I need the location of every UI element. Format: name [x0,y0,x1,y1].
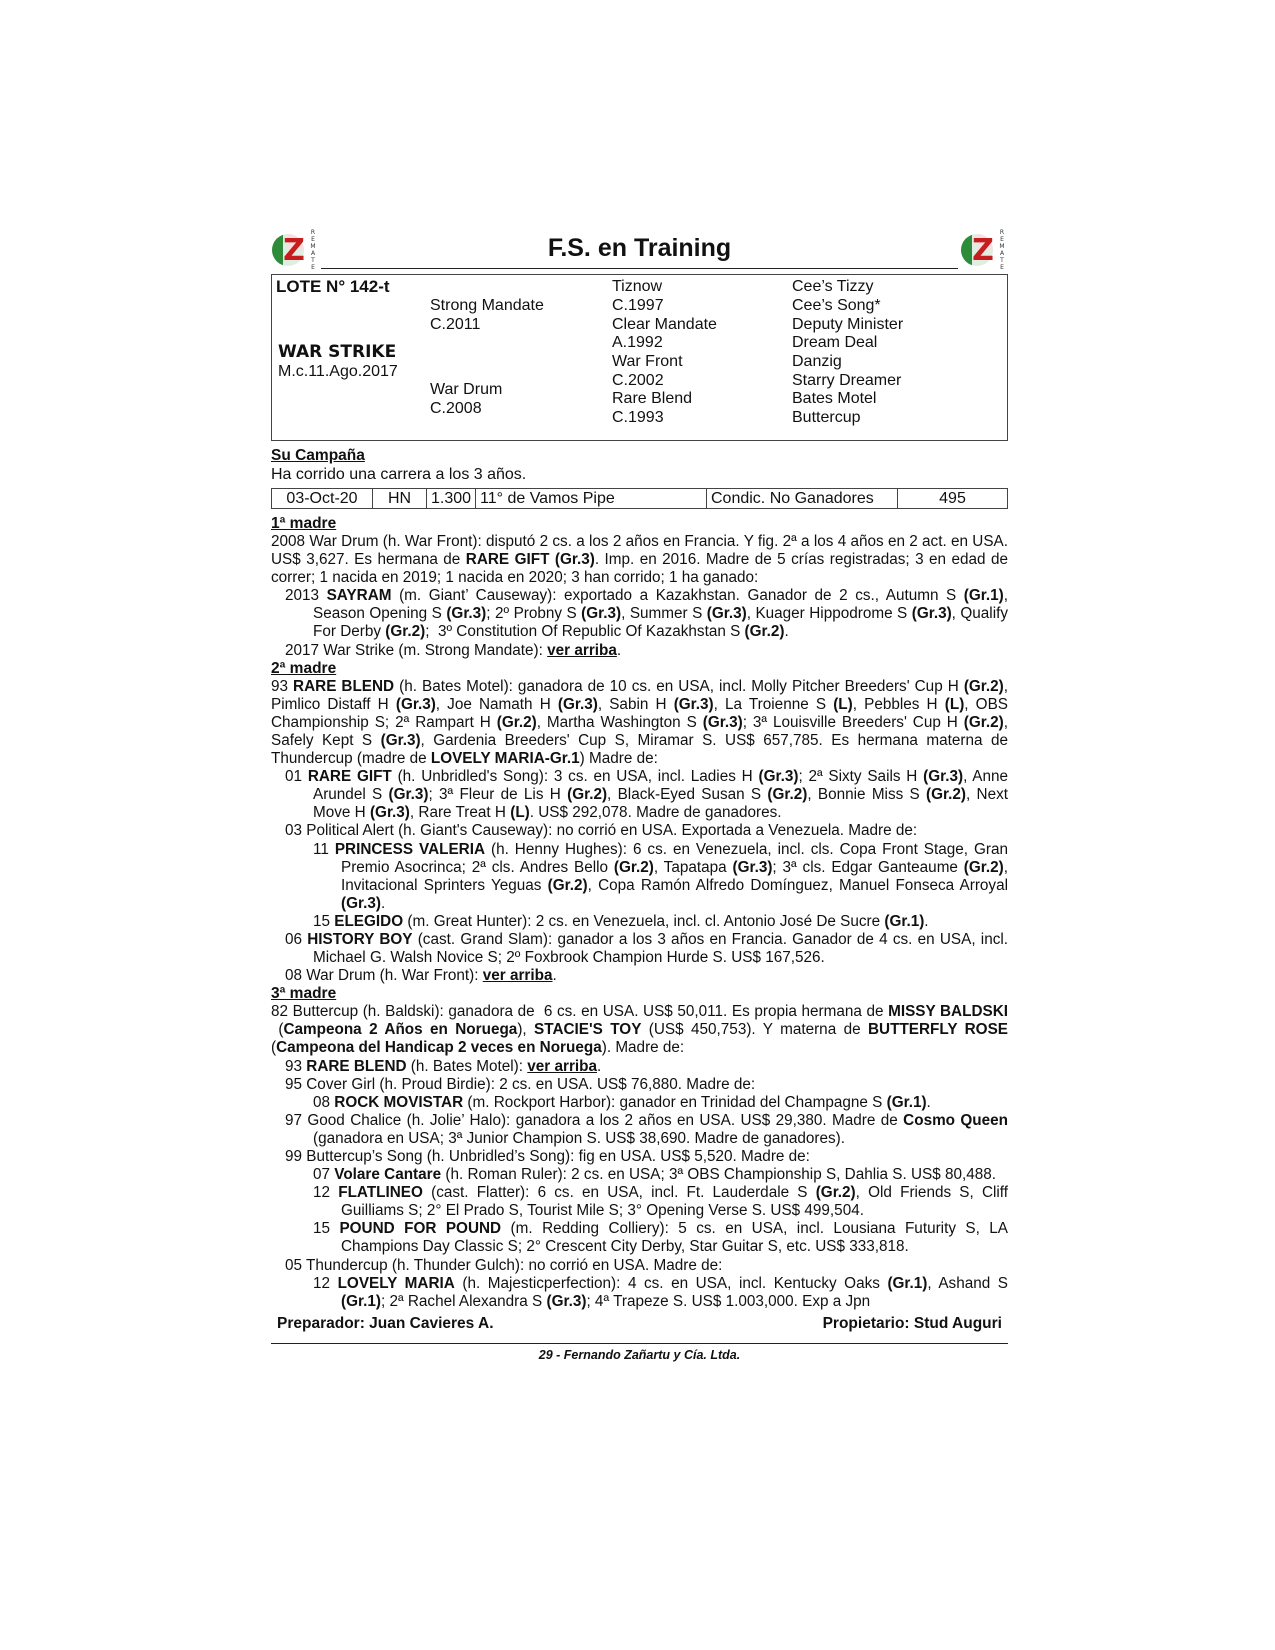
list-item: 03 Political Alert (h. Giant's Causeway): no corrió en USA. Exportada a Venezuela. Madre de: [285,822,918,840]
owner: Propietario: Stud Auguri [822,1314,1002,1332]
page-footer: 29 - Fernando Zañartu y Cía. Ltda. [538,1347,741,1362]
list-item: 93 RARE BLEND (h. Bates Motel): ver arriba. [285,1057,602,1075]
svg-text:Z: Z [972,233,994,268]
family-notes [271,515,1008,1311]
dam-dam: Rare Blend [612,390,693,407]
race-distance: 1.300 [427,489,476,508]
pedigree-table [271,274,1008,441]
page-header [271,226,1008,272]
list-item: 15 ELEGIDO (m. Great Hunter): 2 cs. en Venezuela, incl. cl. Antonio José De Sucre (Gr.1). [313,912,929,930]
list-item: 08 War Drum (h. War Front): ver arriba. [285,967,557,985]
trainer: Preparador: Juan Cavieres A. [277,1314,494,1332]
svg-text:Z: Z [283,233,305,268]
race-date: 03-Oct-20 [272,489,373,508]
race-row [271,488,1008,509]
dam-dam-year: C.1993 [612,409,664,426]
campaign-text: Ha corrido una carrera a los 3 años. [271,466,527,483]
svg-text:R: R [310,229,316,236]
header-divider [321,268,958,269]
ancestor-1: Cee’s Tizzy [792,278,874,295]
footer-divider [271,1343,1008,1344]
catalog-page [271,226,1008,1362]
sire-sire-year: C.1997 [612,297,664,314]
list-item: 97 Good Chalice (h. Jolie’ Halo): ganadora a los 2 años en USA. US$ 29,380. Madre de Cosmo Queen (ganadora en USA; 3ª Junior Champion S. US$ 38,690. Madre de ganadores). [285,1111,1008,1147]
list-item: 11 PRINCESS VALERIA (h. Henny Hughes): 6 cs. en Venezuela, incl. cls. Copa Front Stage, Gran Premio Asocrinca; 2ª cls. Andres Bello (Gr.2), Tapatapa (Gr.3); 3ª cls. Edgar Ganteaume (Gr.2), Invitacional Sprinters Yeguas (Gr.2), Copa Ramón Alfredo Domínguez, Manuel Fonseca Arroyal (Gr.3). [313,840,1008,912]
svg-text:M: M [999,243,1005,250]
lot-number: LOTE N° 142-t [276,277,390,296]
list-item: 15 POUND FOR POUND (m. Redding Colliery): 5 cs. en USA, incl. Lousiana Futurity S, LA Champions Day Classic S; 2° Crescent City Derby, Star Guitar S, etc. US$ 333,818. [313,1220,1008,1256]
ancestor-6: Starry Dreamer [792,372,902,389]
dam: War Drum [430,381,503,398]
lot-footer [271,1315,1008,1333]
sire-sire: Tiznow [612,278,663,295]
list-item: 05 Thundercup (h. Thunder Gulch): no corrió en USA. Madre de: [285,1256,723,1274]
list-item: 07 Volare Cantare (h. Roman Ruler): 2 cs. en USA; 3ª OBS Championship S, Dahlia S. US$ 80,488. [313,1166,997,1184]
race-place: 11° de Vamos Pipe [476,489,707,508]
svg-text:T: T [311,257,315,264]
third-dam-label: 3ª madre [271,985,337,1003]
second-dam-paragraph: 93 RARE BLEND (h. Bates Motel): ganadora de 10 cs. en USA, incl. Molly Pitcher Breeders' Cup H (Gr.2), Pimlico Distaff H (Gr.3), Joe Namath H (Gr.3), Sabin H (Gr.3), La Troienne S (L), Pebbles H (L), OBS Championship S; 2ª Rampart H (Gr.2), Martha Washington S (Gr.3); 3ª Louisville Breeders' Cup H (Gr.2), Safely Kept S (Gr.3), Gardenia Breeders' Cup S, Miramar S. US$ 657,785. Es hermana materna de Thundercup (madre de LOVELY MARIA-Gr.1) Madre de: [271,677,1009,768]
sire-year: C.2011 [430,316,481,333]
svg-text:T: T [1000,257,1004,264]
race-value: 495 [939,490,966,507]
ancestor-7: Bates Motel [792,390,877,407]
race-track: HN [373,489,427,508]
list-item: 06 HISTORY BOY (cast. Grand Slam): ganador a los 3 años en Francia. Ganador de 4 cs. en USA, incl. Michael G. Walsh Novice S; 2º Foxbrook Champion Hurde S. US$ 167,526. [285,930,1008,967]
svg-text:E: E [1000,264,1004,270]
third-dam-paragraph: 82 Buttercup (h. Baldski): ganadora de 6 cs. en USA. US$ 50,011. Es propia hermana de MISSY BALDSKI (Campeona 2 Años en Noruega), STACIE'S TOY (US$ 450,753). Y materna de BUTTERFLY ROSE (Campeona del Handicap 2 veces en Noruega). Madre de: [271,1003,1008,1057]
list-item: 12 FLATLINEO (cast. Flatter): 6 cs. en USA, incl. Ft. Lauderdale S (Gr.2), Old Friends S, Cliff Guilliams S; 2° El Prado S, Tourist Mile S; 3° Opening Verse S. US$ 499,504. [313,1184,1009,1220]
list-item: 2017 War Strike (m. Strong Mandate): ver arriba. [285,641,622,659]
svg-text:A: A [999,250,1005,257]
svg-text:E: E [311,236,315,243]
svg-text:E: E [1000,236,1004,243]
zr-remates-logo-icon [960,226,1008,270]
dam-sire-year: C.2002 [612,372,664,389]
svg-text:E: E [311,264,315,270]
sire: Strong Mandate [430,297,544,314]
ancestor-5: Danzig [792,353,842,370]
list-item: 2013 SAYRAM (m. Giant’ Causeway): exportado a Kazakhstan. Ganador de 2 cs., Autumn S (Gr.1), Season Opening S (Gr.3); 2º Probny S (Gr.3), Summer S (Gr.3), Kuager Hippodrome S (Gr.3), Qualify For Derby (Gr.2); 3º Constitution Of Republic Of Kazakhstan S (Gr.2). [285,587,1008,641]
svg-text:R: R [999,229,1005,236]
list-item: 95 Cover Girl (h. Proud Birdie): 2 cs. en USA. US$ 76,880. Madre de: [285,1075,756,1093]
dam-year: C.2008 [430,400,482,417]
race-condition: Condic. No Ganadores [707,489,898,508]
ancestor-4: Dream Deal [792,334,878,351]
ancestor-2: Cee’s Song* [792,297,881,314]
ancestor-8: Buttercup [792,409,861,426]
svg-text:M: M [310,243,316,250]
page-title: F.S. en Training [547,234,732,262]
list-item: 08 ROCK MOVISTAR (m. Rockport Harbor): ganador en Trinidad del Champagne S (Gr.1). [313,1093,931,1111]
campaign-label: Su Campaña [271,447,365,464]
sire-dam: Clear Mandate [612,316,717,333]
sire-dam-year: A.1992 [612,334,663,351]
ancestor-3: Deputy Minister [792,316,904,333]
dam-sire: War Front [612,353,683,370]
list-item: 01 RARE GIFT (h. Unbridled's Song): 3 cs. en USA, incl. Ladies H (Gr.3); 2ª Sixty Sails H (Gr.3), Anne Arundel S (Gr.3); 3ª Fleur de Lis H (Gr.2), Black-Eyed Susan S (Gr.2), Bonnie Miss S (Gr.2), Next Move H (Gr.3), Rare Treat H (L). US$ 292,078. Madre de ganadores. [285,768,1009,822]
horse-name: WAR STRIKE [278,342,397,362]
first-dam-paragraph: 2008 War Drum (h. War Front): disputó 2 cs. a los 2 años en Francia. Y fig. 2ª a los 4 años en 2 act. en USA. US$ 3,627. Es hermana de RARE GIFT (Gr.3). Imp. en 2016. Madre de 5 crías registradas; 3 en edad de correr; 1 nacida en 2019; 1 nacida en 2020; 3 han corrido; 1 ha ganado: [271,533,1009,587]
horse-info: M.c.11.Ago.2017 [278,363,398,380]
list-item: 99 Buttercup’s Song (h. Unbridled’s Song): fig en USA. US$ 5,520. Madre de: [285,1148,810,1165]
first-dam-label: 1ª madre [271,515,337,532]
second-dam-label: 2ª madre [271,659,337,677]
list-item: 12 LOVELY MARIA (h. Majesticperfection): 4 cs. en USA, incl. Kentucky Oaks (Gr.1), Ashand S (Gr.1); 2ª Rachel Alexandra S (Gr.3); 4ª Trapeze S. US$ 1.003,000. Exp a Jpn [313,1274,1008,1310]
svg-text:A: A [310,250,316,257]
